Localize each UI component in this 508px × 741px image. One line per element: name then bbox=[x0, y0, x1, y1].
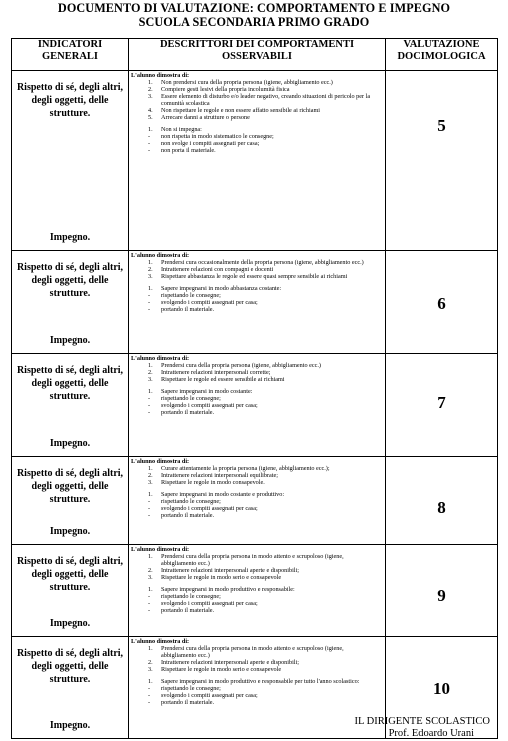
item-number: 1. bbox=[148, 362, 153, 369]
item-number: 1. bbox=[148, 491, 153, 498]
impegno-item-text: non svolge i compiti assegnati per casa; bbox=[161, 140, 260, 147]
item-number: 2. bbox=[148, 659, 153, 666]
impegno-item bbox=[131, 140, 383, 147]
descriptor-item bbox=[131, 266, 383, 273]
item-number: 2. bbox=[148, 86, 153, 93]
item-text: Compiere gesti lesivi della propria incolumità fisica bbox=[161, 86, 290, 93]
impegno-item-text: portando il materiale. bbox=[161, 306, 215, 313]
dash-marker: - bbox=[148, 607, 151, 614]
item-number: 3. bbox=[148, 93, 153, 100]
impegno-item-text: portando il materiale. bbox=[161, 699, 215, 706]
descriptor-item bbox=[131, 479, 383, 486]
grade-value: 6 bbox=[437, 294, 446, 313]
impegno-item-text: svolgendo i compiti assegnati per casa; bbox=[161, 299, 258, 306]
dash-marker: - bbox=[148, 692, 151, 699]
item-number: 2. bbox=[148, 472, 153, 479]
impegno-item bbox=[131, 512, 383, 519]
descriptor-cell bbox=[129, 545, 386, 637]
impegno-item-text: svolgendo i compiti assegnati per casa; bbox=[161, 505, 258, 512]
item-text: Non prendersi cura della propria persona (igiene, abbigliamento ecc.) bbox=[161, 79, 333, 86]
item-text: Rispettare le regole in modo consapevole. bbox=[161, 479, 265, 486]
descriptor-lead: L'alunno dimostra di: bbox=[131, 355, 190, 362]
indicator-cell bbox=[12, 71, 129, 251]
impegno-item bbox=[131, 607, 383, 614]
item-text: Prendersi cura della propria persona in modo attento e scrupoloso (igiene, abbigliamento ecc.) bbox=[161, 553, 344, 567]
item-number: 1. bbox=[148, 553, 153, 560]
descriptor-item bbox=[131, 472, 383, 479]
grade-cell bbox=[386, 251, 498, 354]
item-number: 3. bbox=[148, 666, 153, 673]
grade-value: 9 bbox=[437, 586, 446, 605]
descriptor-item bbox=[131, 553, 383, 567]
indicator-text: Rispetto di sé, degli altri, degli oggetti, delle strutture. bbox=[16, 556, 124, 593]
item-text: Intrattenere relazioni con compagni e docenti bbox=[161, 266, 274, 273]
table-header-row bbox=[12, 39, 498, 71]
indicator-text: Rispetto di sé, degli altri, degli oggetti, delle strutture. bbox=[16, 262, 124, 299]
impegno-item-text: non porta il materiale. bbox=[161, 147, 216, 154]
dash-marker: - bbox=[148, 409, 151, 416]
item-number: 1. bbox=[148, 678, 153, 685]
header-descrittori: DESCRITTORI DEI COMPORTAMENTI OSSERVABILI bbox=[129, 39, 386, 71]
impegno-item-text: svolgendo i compiti assegnati per casa; bbox=[161, 402, 258, 409]
signature-name: Prof. Edoardo Urani bbox=[388, 728, 474, 739]
item-number: 2. bbox=[148, 567, 153, 574]
item-number: 1. bbox=[148, 465, 153, 472]
item-number: 1. bbox=[148, 259, 153, 266]
item-number: 3. bbox=[148, 574, 153, 581]
impegno-item-text: svolgendo i compiti assegnati per casa; bbox=[161, 692, 258, 699]
descriptor-item bbox=[131, 376, 383, 383]
impegno-item bbox=[131, 600, 383, 607]
grade-value: 10 bbox=[433, 679, 450, 698]
dash-marker: - bbox=[148, 140, 151, 147]
descriptor-cell bbox=[129, 457, 386, 545]
grade-cell bbox=[386, 545, 498, 637]
dash-marker: - bbox=[148, 600, 151, 607]
descriptor-lead: L'alunno dimostra di: bbox=[131, 546, 190, 553]
impegno-item bbox=[131, 395, 383, 402]
document-title: DOCUMENTO DI VALUTAZIONE: COMPORTAMENTO E IMPEGNO bbox=[57, 1, 451, 15]
impegno-lead bbox=[131, 285, 383, 292]
descriptor-item bbox=[131, 273, 383, 280]
dash-marker: - bbox=[148, 593, 151, 600]
descriptor-lead: L'alunno dimostra di: bbox=[131, 638, 190, 645]
item-number: 2. bbox=[148, 266, 153, 273]
item-text: Curare attentamente la propria persona (igiene, abbigliamento ecc.); bbox=[161, 465, 330, 472]
item-number: 1. bbox=[148, 285, 153, 292]
header-valutazione: VALUTAZIONE DOCIMOLOGICA bbox=[386, 39, 498, 71]
dash-marker: - bbox=[148, 512, 151, 519]
impegno-item bbox=[131, 692, 383, 699]
dash-marker: - bbox=[148, 299, 151, 306]
item-number: 1. bbox=[148, 645, 153, 652]
descriptor-item bbox=[131, 567, 383, 574]
impegno-lead-text: Non si impegna: bbox=[161, 126, 202, 133]
descriptor-item bbox=[131, 107, 383, 114]
item-number: 2. bbox=[148, 369, 153, 376]
impegno-lead-text: Sapere impegnarsi in modo abbastanza costante: bbox=[161, 285, 282, 292]
item-text: Arrecare danni a strutture o persone bbox=[161, 114, 250, 121]
descriptor-item bbox=[131, 79, 383, 86]
impegno-item-text: portando il materiale. bbox=[161, 607, 215, 614]
indicator-text: Rispetto di sé, degli altri, degli oggetti, delle strutture. bbox=[16, 648, 124, 685]
impegno-lead bbox=[131, 388, 383, 395]
dash-marker: - bbox=[148, 505, 151, 512]
impegno-lead-text: Sapere impegnarsi in modo produttivo e responsabile: bbox=[161, 586, 295, 593]
item-text: Intrattenere relazioni interpersonali aperte e disponibili; bbox=[161, 567, 299, 574]
impegno-item-text: rispettando le consegne; bbox=[161, 292, 221, 299]
table-row bbox=[12, 457, 498, 545]
impegno-lead bbox=[131, 678, 383, 685]
impegno-label: Impegno. bbox=[49, 720, 91, 731]
impegno-lead-text: Sapere impegnarsi in modo costante: bbox=[161, 388, 253, 395]
descriptor-item bbox=[131, 362, 383, 369]
impegno-item-text: rispettando le consegne; bbox=[161, 593, 221, 600]
dash-marker: - bbox=[148, 402, 151, 409]
dash-marker: - bbox=[148, 133, 151, 140]
item-text: Rispettare le regole ed essere sensibile ai richiami bbox=[161, 376, 285, 383]
item-text: Essere elemento di disturbo e/o leader negativo, creando situazioni di pericolo per la comunità scolastica bbox=[161, 93, 371, 107]
impegno-label: Impegno. bbox=[49, 618, 91, 629]
impegno-item bbox=[131, 299, 383, 306]
evaluation-table bbox=[11, 38, 498, 739]
descriptor-item bbox=[131, 574, 383, 581]
impegno-item-text: rispettando le consegne; bbox=[161, 395, 221, 402]
item-number: 1. bbox=[148, 586, 153, 593]
item-text: Rispettare abbastanza le regole ed essere quasi sempre sensibile ai richiami bbox=[161, 273, 348, 280]
item-number: 1. bbox=[148, 79, 153, 86]
descriptor-item bbox=[131, 645, 383, 659]
dash-marker: - bbox=[148, 498, 151, 505]
descriptor-item bbox=[131, 666, 383, 673]
descriptor-item bbox=[131, 114, 383, 121]
indicator-cell bbox=[12, 354, 129, 457]
table-row bbox=[12, 71, 498, 251]
impegno-lead-text: Sapere impegnarsi in modo costante e produttivo: bbox=[161, 491, 285, 498]
item-number: 1. bbox=[148, 388, 153, 395]
dash-marker: - bbox=[148, 699, 151, 706]
table-row bbox=[12, 354, 498, 457]
table-row bbox=[12, 545, 498, 637]
descriptor-item bbox=[131, 93, 383, 107]
impegno-label: Impegno. bbox=[49, 526, 91, 537]
indicator-cell bbox=[12, 545, 129, 637]
impegno-item bbox=[131, 685, 383, 692]
impegno-item bbox=[131, 292, 383, 299]
document-subtitle: SCUOLA SECONDARIA PRIMO GRADO bbox=[138, 15, 370, 29]
item-text: Prendersi cura della propria persona in modo attento e scrupoloso (igiene, abbigliamento ecc.) bbox=[161, 645, 344, 659]
descriptor-lead: L'alunno dimostra di: bbox=[131, 72, 190, 79]
indicator-text: Rispetto di sé, degli altri, degli oggetti, delle strutture. bbox=[16, 82, 124, 119]
item-text: Intrattenere relazioni interpersonali corrette; bbox=[161, 369, 271, 376]
grade-cell bbox=[386, 457, 498, 545]
indicator-cell bbox=[12, 637, 129, 739]
signature-role: IL DIRIGENTE SCOLASTICO bbox=[354, 716, 490, 727]
grade-cell bbox=[386, 71, 498, 251]
impegno-lead bbox=[131, 491, 383, 498]
impegno-label: Impegno. bbox=[49, 335, 91, 346]
impegno-label: Impegno. bbox=[49, 232, 91, 243]
descriptor-cell bbox=[129, 251, 386, 354]
grade-value: 5 bbox=[437, 116, 446, 135]
item-text: Rispettare le regole in modo serio e consapevole bbox=[161, 666, 282, 673]
impegno-label: Impegno. bbox=[49, 438, 91, 449]
impegno-item-text: portando il materiale. bbox=[161, 409, 215, 416]
item-text: Non rispettare le regole e non essere affatto sensibile ai richiami bbox=[161, 107, 320, 114]
impegno-item bbox=[131, 505, 383, 512]
table-row bbox=[12, 251, 498, 354]
grade-cell bbox=[386, 354, 498, 457]
dash-marker: - bbox=[148, 306, 151, 313]
descriptor-cell bbox=[129, 71, 386, 251]
item-number: 5. bbox=[148, 114, 153, 121]
grade-value: 8 bbox=[437, 498, 446, 517]
item-text: Intrattenere relazioni interpersonali aperte e disponibili; bbox=[161, 659, 299, 666]
indicator-cell bbox=[12, 457, 129, 545]
item-number: 3. bbox=[148, 273, 153, 280]
descriptor-lead: L'alunno dimostra di: bbox=[131, 458, 190, 465]
impegno-item-text: rispettando le consegne; bbox=[161, 685, 221, 692]
descriptor-cell bbox=[129, 354, 386, 457]
indicator-text: Rispetto di sé, degli altri, degli oggetti, delle strutture. bbox=[16, 365, 124, 402]
dash-marker: - bbox=[148, 685, 151, 692]
impegno-item bbox=[131, 402, 383, 409]
descriptor-cell bbox=[129, 637, 386, 739]
item-text: Rispettare le regole in modo serio e consapevole bbox=[161, 574, 282, 581]
item-number: 3. bbox=[148, 376, 153, 383]
header-indicatori: INDICATORI GENERALI bbox=[12, 39, 129, 71]
impegno-lead bbox=[131, 586, 383, 593]
impegno-item bbox=[131, 409, 383, 416]
impegno-item-text: non rispetta in modo sistematico le consegne; bbox=[161, 133, 274, 140]
item-text: Intrattenere relazioni interpersonali equilibrate; bbox=[161, 472, 278, 479]
item-text: Prendersi cura occasionalmente della propria persona (igiene, abbigliamento ecc.) bbox=[161, 259, 364, 266]
dash-marker: - bbox=[148, 147, 151, 154]
item-number: 3. bbox=[148, 479, 153, 486]
grade-value: 7 bbox=[437, 393, 446, 412]
indicator-cell bbox=[12, 251, 129, 354]
descriptor-lead: L'alunno dimostra di: bbox=[131, 252, 190, 259]
descriptor-item bbox=[131, 86, 383, 93]
impegno-item bbox=[131, 498, 383, 505]
descriptor-item bbox=[131, 259, 383, 266]
descriptor-item bbox=[131, 659, 383, 666]
impegno-item bbox=[131, 133, 383, 140]
impegno-item-text: svolgendo i compiti assegnati per casa; bbox=[161, 600, 258, 607]
impegno-lead bbox=[131, 126, 383, 133]
descriptor-item bbox=[131, 465, 383, 472]
item-number: 4. bbox=[148, 107, 153, 114]
dash-marker: - bbox=[148, 395, 151, 402]
indicator-text: Rispetto di sé, degli altri, degli oggetti, delle strutture. bbox=[16, 468, 124, 505]
impegno-item bbox=[131, 147, 383, 154]
descriptor-item bbox=[131, 369, 383, 376]
impegno-item-text: portando il materiale. bbox=[161, 512, 215, 519]
table-body bbox=[12, 71, 498, 739]
impegno-item bbox=[131, 593, 383, 600]
item-text: Prendersi cura della propria persona (igiene, abbigliamento ecc.) bbox=[161, 362, 321, 369]
impegno-item-text: rispettando le consegne; bbox=[161, 498, 221, 505]
impegno-item bbox=[131, 306, 383, 313]
impegno-item bbox=[131, 699, 383, 706]
dash-marker: - bbox=[148, 292, 151, 299]
impegno-lead-text: Sapere impegnarsi in modo produttivo e responsabile per tutto l'anno scolastico: bbox=[161, 678, 360, 685]
item-number: 1. bbox=[148, 126, 153, 133]
